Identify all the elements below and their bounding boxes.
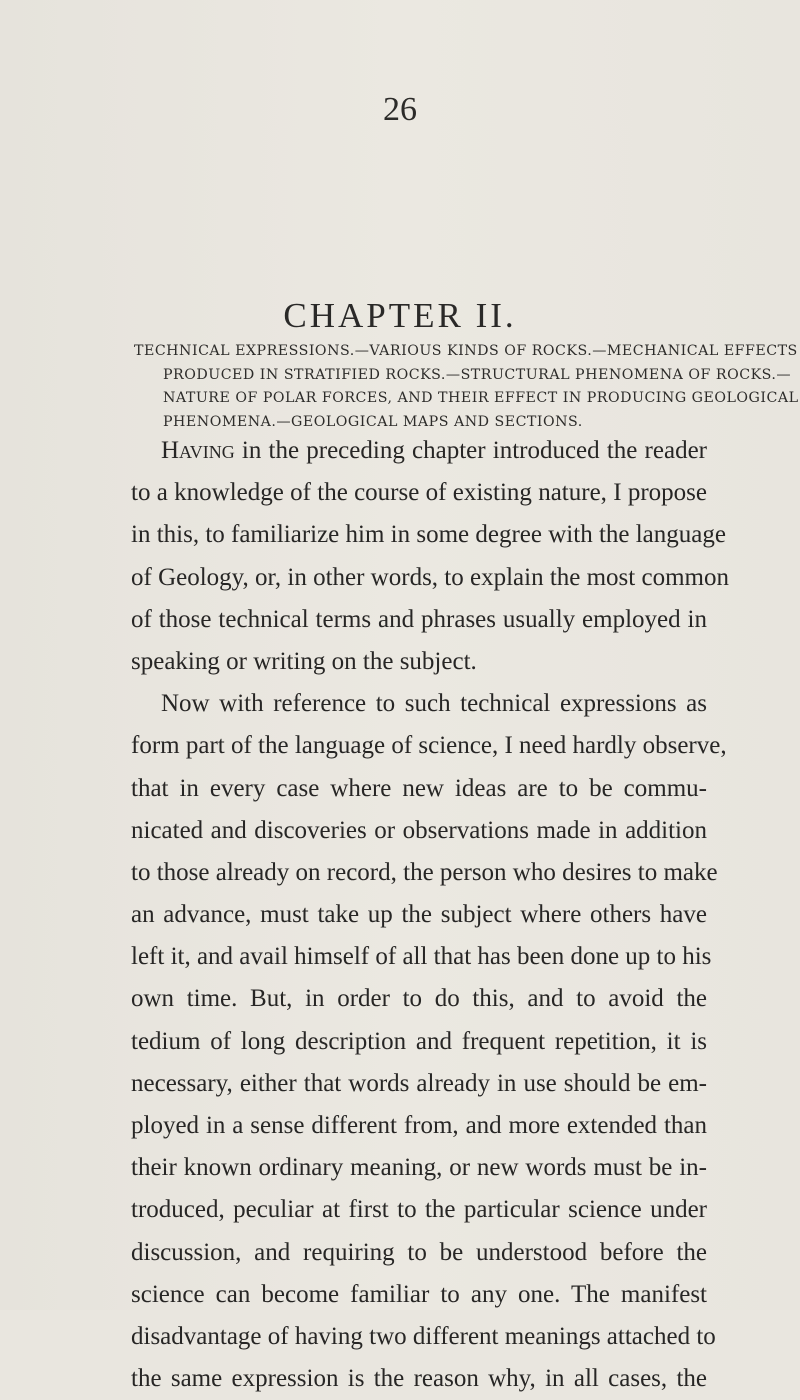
paragraph-first-line — [131, 430, 707, 472]
body-text — [131, 430, 729, 1400]
body-line: disadvantage of having two different meanings attached to — [131, 1322, 716, 1350]
body-line: discussion, and requiring to be understood before the — [131, 1238, 707, 1266]
body-line: an advance, must take up the subject where others have — [131, 901, 707, 929]
body-line: to those already on record, the person who desires to make — [131, 858, 718, 886]
body-line: in this, to familiarize him in some degree with the language — [131, 521, 726, 549]
body-line: form part of the language of science, I need hardly observe, — [131, 732, 727, 760]
body-line: necessary, either that words already in use should be em- — [131, 1069, 707, 1097]
body-line: Now with reference to such technical expressions as — [161, 690, 707, 718]
body-line: nicated and discoveries or observations made in addition — [131, 816, 707, 844]
body-line: science can become familiar to any one. The manifest — [131, 1280, 707, 1308]
body-line: troduced, peculiar at first to the particular science under — [131, 1196, 707, 1224]
opening-word: Having — [161, 437, 235, 464]
body-line: that in every case where new ideas are to be commu- — [131, 774, 707, 802]
body-line: own time. But, in order to do this, and to avoid the — [131, 985, 707, 1013]
body-line: the same expression is the reason why, in all cases, the — [131, 1365, 707, 1393]
body-line: left it, and avail himself of all that has been done up to his — [131, 943, 712, 971]
body-line: ployed in a sense different from, and more extended than — [131, 1112, 707, 1139]
body-line: in the preceding chapter introduced the reader — [234, 437, 707, 464]
chapter-synopsis — [134, 340, 799, 434]
synopsis-line: PHENOMENA.—GEOLOGICAL MAPS AND SECTIONS. — [163, 413, 583, 430]
body-line: of Geology, or, in other words, to explain the most common — [131, 563, 729, 591]
body-line: speaking or writing on the subject. — [131, 647, 477, 675]
body-line: of those technical terms and phrases usually employed in — [131, 605, 707, 633]
page-number: 26 — [383, 91, 417, 128]
synopsis-line: PRODUCED IN STRATIFIED ROCKS.—STRUCTURAL PHENOMENA OF ROCKS.— — [163, 366, 792, 383]
body-line: their known ordinary meaning, or new words must be in- — [131, 1154, 707, 1182]
chapter-title: CHAPTER II. — [283, 296, 517, 335]
body-line: to a knowledge of the course of existing nature, I propose — [131, 479, 707, 507]
synopsis-line: NATURE OF POLAR FORCES, AND THEIR EFFECT IN PRODUCING GEOLOGICAL — [163, 390, 799, 407]
body-line: tedium of long description and frequent repetition, it is — [131, 1027, 707, 1055]
synopsis-line: TECHNICAL EXPRESSIONS.—VARIOUS KINDS OF ROCKS.—MECHANICAL EFFECTS — [134, 343, 798, 359]
